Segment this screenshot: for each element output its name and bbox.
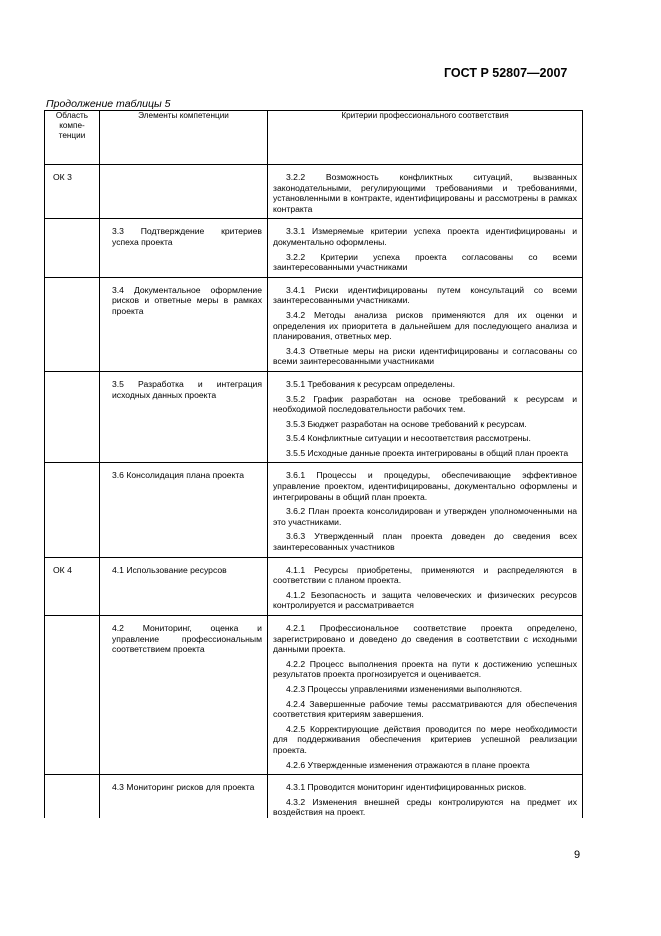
criteria-cell [268, 277, 583, 371]
criterion-item: 3.3.1 Измеряемые критерии успеха проекта идентифицированы и документально оформлены. [273, 226, 577, 247]
table-row [45, 463, 583, 557]
table-caption: Продолжение таблицы 5 [46, 98, 171, 110]
table-row [45, 219, 583, 277]
criterion-item: 3.6.3 Утвержденный план проекта доведен до сведения всех заинтересованных участников [273, 531, 577, 553]
criteria-cell [268, 463, 583, 557]
competence-element-cell: 4.2 Мониторинг, оценка и управление профессиональным соответствием проекта [100, 616, 268, 775]
criterion-item: 4.2.6 Утвержденные изменения отражаются в плане проекта [286, 759, 530, 770]
competence-element-cell: 4.1 Использование ресурсов [100, 557, 268, 615]
criterion-item: 3.2.2 Критерии успеха проекта согласованы со всеми заинтересованными участниками [273, 251, 577, 273]
page-number: 9 [574, 849, 581, 861]
criteria-cell [268, 616, 583, 775]
competence-area-cell [45, 616, 100, 775]
table-row [45, 277, 583, 371]
standard-number: ГОСТ Р 52807—2007 [444, 66, 568, 80]
criterion-item: 4.2.4 Завершенные рабочие темы рассматриваются для обеспечения соответствия критериям завершения. [273, 698, 577, 720]
competence-area-cell [45, 463, 100, 557]
competence-area-cell: ОК 4 [45, 557, 100, 615]
criterion-item: 4.1.2 Безопасность и защита человеческих и физических ресурсов контролируется и рассматривается [273, 589, 577, 611]
criterion-item: 3.4.1 Риски идентифицированы путем консультаций со всеми заинтересованными участниками. [273, 284, 577, 306]
table-row [45, 775, 583, 818]
competence-area-cell: ОК 3 [45, 165, 100, 219]
criteria-cell [268, 557, 583, 615]
criteria-cell [268, 219, 583, 277]
criteria-cell [268, 371, 583, 463]
column-header-area: Область компе- тенции [45, 111, 100, 165]
table-row [45, 371, 583, 463]
table-header-row [45, 111, 583, 165]
criteria-cell [268, 775, 583, 818]
criteria-cell [268, 165, 583, 219]
competence-area-cell [45, 219, 100, 277]
competence-area-cell [45, 277, 100, 371]
criterion-item: 3.6.2 План проекта консолидирован и утвержден уполномоченными на это участниками. [273, 506, 577, 527]
criterion-item: 3.5.3 Бюджет разработан на основе требований к ресурсам. [286, 418, 527, 429]
table-row [45, 616, 583, 775]
competence-element-cell: 4.3 Мониторинг рисков для проекта [100, 775, 268, 818]
criterion-item: 3.5.4 Конфликтные ситуации и несоответствия рассмотрены. [286, 433, 531, 444]
competence-element-cell: 3.4 Документальное оформление рисков и ответные меры в рамках проекта [100, 277, 268, 371]
competence-area-cell [45, 775, 100, 818]
competence-area-cell [45, 371, 100, 463]
table-row [45, 165, 583, 219]
criterion-item: 3.5.2 График разработан на основе требований к ресурсам и необходимой последовательности рабочих тем. [273, 393, 577, 415]
criterion-item: 4.3.1 Проводится мониторинг идентифицированных рисков. [286, 782, 527, 793]
criterion-item: 3.4.3 Ответные меры на риски идентифицированы и согласованы со всеми заинтересованными участниками [273, 345, 577, 367]
criterion-item: 4.2.2 Процесс выполнения проекта на пути к достижению успешных результатов проекта прогнозируется и оценивается. [273, 658, 577, 680]
criterion-item: 4.2.1 Профессиональное соответствие проекта определено, зарегистрировано и доведено до сведения в соответствии с исходными данными проекта. [273, 623, 577, 655]
competence-table [44, 110, 583, 818]
criterion-item: 3.4.2 Методы анализа рисков применяются для их оценки и определения их приоритета в дальнейшем для последующего анализа и планирования, ответных мер. [273, 309, 577, 342]
competence-element-cell [100, 165, 268, 219]
criterion-item: 3.2.2 Возможность конфликтных ситуаций, вызванных законодательными, регулирующими требованиями и требованиями, установленными в контракте, идентифицированы и рассмотрены в рамках контракта [273, 172, 577, 214]
criterion-item: 3.5.1 Требования к ресурсам определены. [286, 378, 456, 389]
criterion-item: 4.1.1 Ресурсы приобретены, применяются и распределяются в соответствии с планом проекта. [273, 564, 577, 586]
criterion-item: 4.3.2 Изменения внешней среды контролируются на предмет их воздействия на проект. [273, 796, 577, 818]
competence-element-cell: 3.6 Консолидация плана проекта [100, 463, 268, 557]
competence-element-cell: 3.5 Разработка и интеграция исходных данных проекта [100, 371, 268, 463]
criterion-item: 4.2.5 Корректирующие действия проводится по мере необходимости для поддерживания обеспечения критериев успешной реализации проекта. [273, 723, 577, 755]
criterion-item: 3.5.5 Исходные данные проекта интегрированы в общий план проекта [286, 447, 569, 458]
criterion-item: 3.6.1 Процессы и процедуры, обеспечивающие эффективное управление проектом, идентифицированы, документально оформлены и интегрированы в общий план проекта. [273, 470, 577, 502]
column-header-elements: Элементы компетенции [100, 111, 268, 165]
table-row [45, 557, 583, 615]
criterion-item: 4.2.3 Процессы управлениями изменениями выполняются. [286, 683, 523, 694]
column-header-criteria: Критерии профессионального соответствия [268, 111, 583, 165]
competence-element-cell: 3.3 Подтверждение критериев успеха проекта [100, 219, 268, 277]
